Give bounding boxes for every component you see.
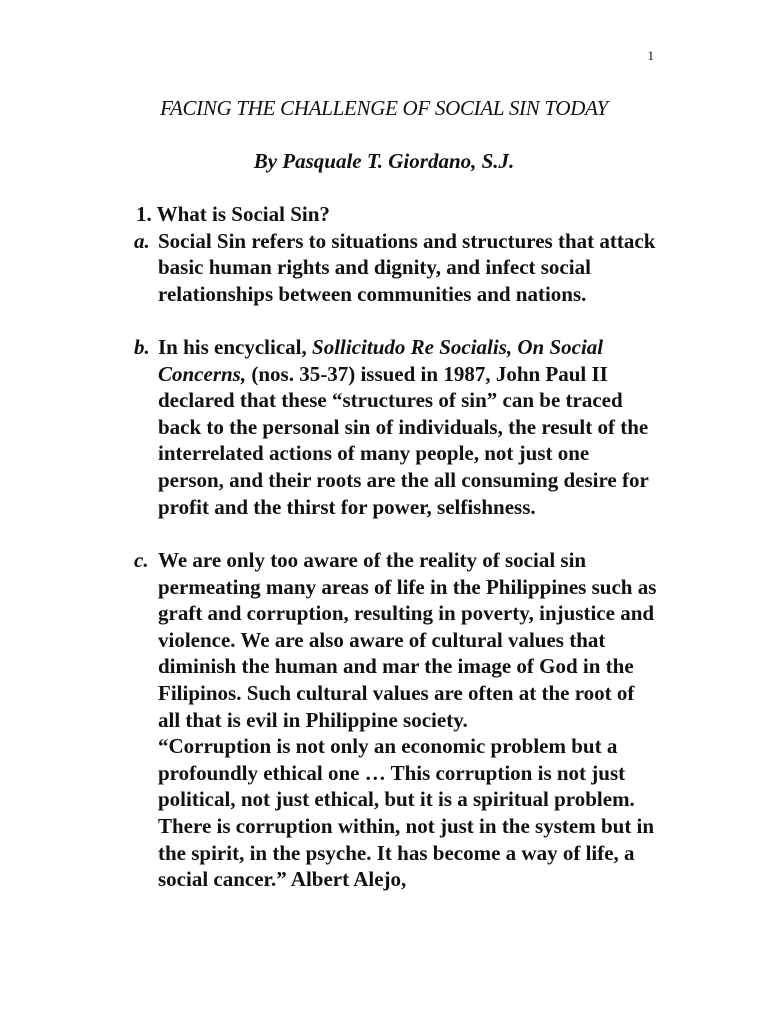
list-item-a — [134, 228, 658, 308]
list-marker: a. — [134, 228, 150, 253]
page-number: 1 — [647, 48, 654, 63]
list-item-text: Social Sin refers to situations and structures that attack basic human rights and dignity, and infect social relationships between communities and nations. — [158, 228, 656, 306]
list-item-b — [134, 334, 658, 520]
document-byline: By Pasquale T. Giordano, S.J. — [253, 149, 515, 173]
section-heading: 1. What is Social Sin? — [136, 202, 330, 226]
list-marker: c. — [134, 548, 149, 572]
list-item-text-end: (nos. 35-37) issued in 1987, John Paul II declared that these “structures of sin” can be traced back to the personal sin of individuals, the result of the interrelated actions of many people, not just one person, and their roots are the all consuming desire for profit and the thirst for power, selfishness. — [158, 361, 649, 519]
block-quote: “Corruption is not only an economic problem but a profoundly ethical one … This corruption is not just political, not just ethical, but it is a spiritual problem. There is corruption within, not just in the system but in the spirit, in the psyche. It has become a way of life, a social cancer.” Albert Alejo, — [158, 734, 655, 892]
encyclical-title: Sollicitudo Re Socialis, On Social Concerns, — [158, 335, 604, 386]
document-title: FACING THE CHALLENGE OF SOCIAL SIN TODAY — [160, 96, 608, 120]
list-item-text-start: In his encyclical, — [158, 335, 313, 359]
list-item-text — [158, 334, 658, 520]
list-item-c — [134, 547, 658, 893]
list-marker: b. — [134, 335, 150, 359]
list-item-text: We are only too aware of the reality of social sin permeating many areas of life in the Philippines such as graft and corruption, resulting in poverty, injustice and violence. We are also aware of cultural values that diminish the human and mar the image of God in the Filipinos. Such cultural values are often at the root of all that is evil in Philippine society. — [158, 548, 657, 732]
